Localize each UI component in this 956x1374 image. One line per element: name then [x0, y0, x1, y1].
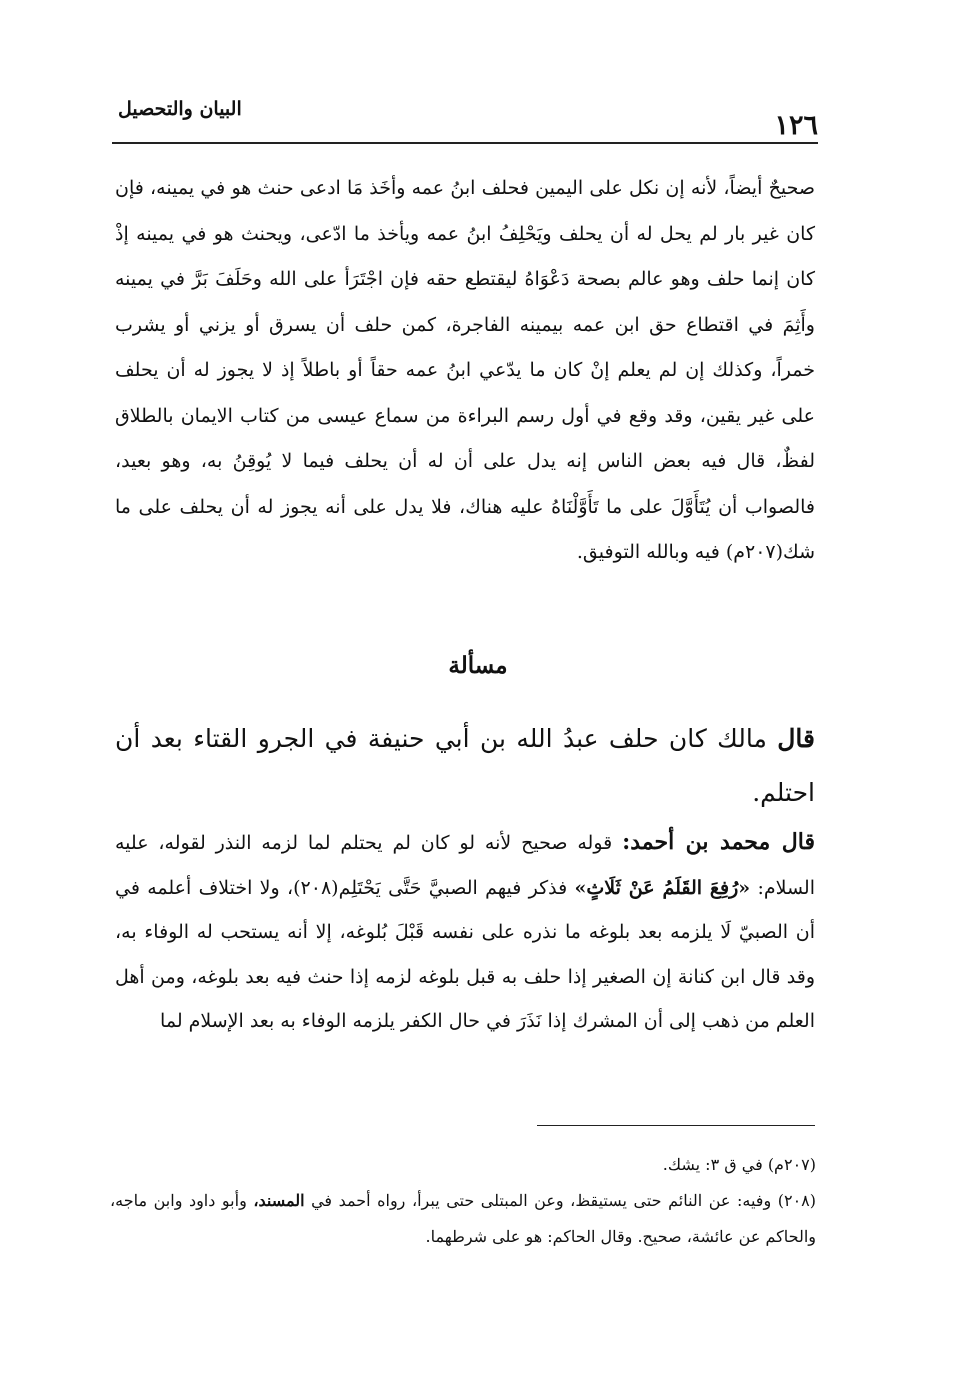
hadith-quote: «رُفِعَ القَلَمُ عَنْ ثَلَاثٍ»	[574, 876, 751, 899]
footnote-207	[110, 1147, 816, 1183]
footnote-208-tail: وأبو داود وابن ماجه، والحاكم عن عائشة، صحيح. وقال الحاكم: هو على شرطهما.	[110, 1191, 816, 1246]
footnote-208	[110, 1183, 816, 1255]
answer-lead: قال محمد بن أحمد:	[622, 829, 815, 855]
footnote-208-source: المسند،	[253, 1191, 305, 1210]
footnote-208-text: (٢٠٨) وفيه: عن النائم حتى يستيقظ، وعن المبتلى حتى يبرأ، رواه أحمد في	[304, 1191, 816, 1210]
section-title: مسألة	[448, 652, 508, 679]
running-title: البيان والتحصيل	[118, 98, 242, 120]
footnote-separator	[537, 1125, 815, 1126]
answer-paragraph	[115, 820, 815, 1044]
page-header	[112, 92, 818, 150]
footnotes	[110, 1147, 816, 1255]
question-paragraph	[115, 712, 815, 820]
question-text: مالك كان حلف عبدُ الله بن أبي حنيفة في الجرو القتاء بعد أن احتلم.	[115, 724, 815, 807]
header-rule	[112, 142, 818, 144]
paragraph-continuation: صحيحٌ أيضاً، لأنه إن نكل على اليمين فحلف ابنُ عمه وأخَذ مَا ادعى حنث هو في يمينه، فإن كان غير بار لم يحل له أن يحلف ويَحْلِفُ ابنُ عمه ويأخذ ما ادّعى، ويحنث هو في يمينه إذْ كان إنما حلف وهو عالم بصحة دَعْوَاهُ ليقتطع حقه فإن اجْتَرَأ على الله وحَلَفَ بَرَّ في يمينه وأَثِمَ في اقتطاع حق ابن عمه بيمينه الفاجرة، كمن حلف أن يسرق أو يزني أو يشرب خمراً، وكذلك إن لم يعلم إنْ كان ما يدّعي ابنُ عمه حقاً أو باطلاً إذ لا يجوز له أن يحلف على غير يقين، وقد وقع في أول رسم البراءة من سماع عيسى من كتاب الايمان بالطلاق لفظٌ، قال فيه بعض الناس إنه يدل على أن له أن يحلف فيما لا يُوقِنُ به، وهو بعيد، فالصواب أن يُتَأَوَّلَ على ما تَأَوَّلْنَاهُ عليه هناك، فلا يدل على أنه يجوز له أن يحلف على ما شك(٢٠٧م) فيه وبالله التوفيق.	[115, 177, 815, 563]
answer-text-2: فذكر فيهم الصبيَّ حَتَّى يَحْتَلِم(٢٠٨)، ولا اختلاف أعلمه في أن الصبيّ لَا يلزمه بعد بلوغه ما نذره على نفسه قَبْلَ بُلوغه، إلا أنه يستحب له الوفاء به، وقد قال ابن كنانة إن الصغير إذا حلف به قبل بلوغه لزمه إذا حنث فيه بعد بلوغه، ومن أهل العلم من ذهب إلى أن المشرك إذا نَذَرَ في حال الكفر يلزمه الوفاء به بعد الإسلام لما	[115, 876, 815, 1032]
footnote-207-text: (٢٠٧م) في ق ٣: يشك.	[662, 1155, 816, 1174]
answer-text-1: قوله صحيح لأنه لو كان لم يحتلم لما لزمه النذر لقوله، عليه السلام:	[115, 832, 816, 899]
question-lead: قال	[777, 724, 815, 753]
page-number: ١٢٦	[774, 110, 818, 141]
